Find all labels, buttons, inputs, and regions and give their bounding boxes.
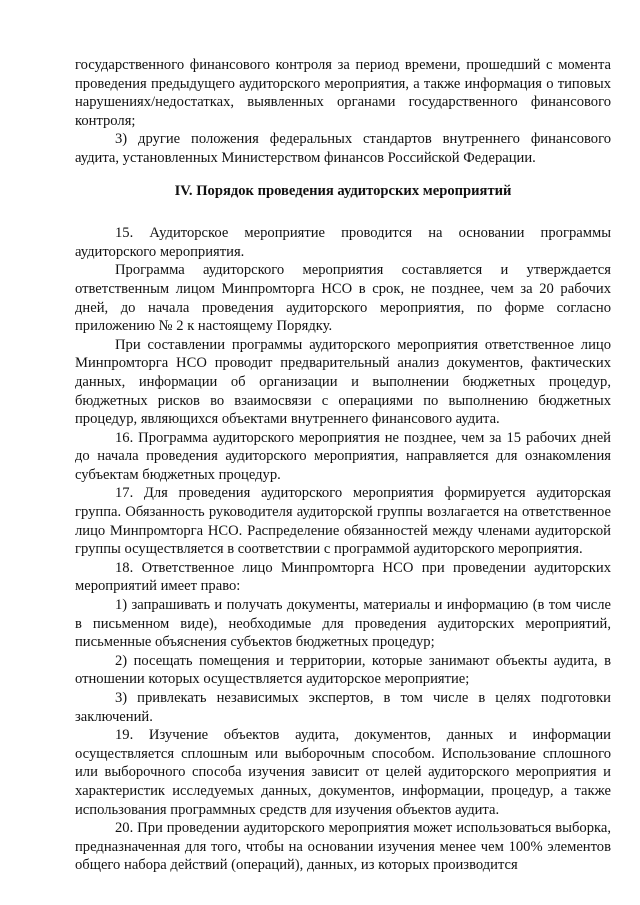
paragraph-17: 17. Для проведения аудиторского мероприятия формируется аудиторская группа. Обязанность руководителя аудиторской группы возлагается на ответственное лицо Минпромторга НСО. Распределение обязанностей между членами аудиторской группы осуществляется в соответствии с программой аудиторского мероприятия. xyxy=(75,485,611,558)
paragraph-program-preparation: При составлении программы аудиторского мероприятия ответственное лицо Минпромторга НСО проводит предварительный анализ документов, фактических данных, информации об организации и выполнении бюджетных процедур, бюджетных рисков во взаимосвязи с операциями по выполнению бюджетных процедур, являющихся объектами внутреннего финансового аудита. xyxy=(75,336,611,428)
document-page xyxy=(75,56,611,875)
paragraph-item-3: 3) другие положения федеральных стандартов внутреннего финансового аудита, установленных Министерством финансов Российской Федерации. xyxy=(75,131,611,166)
paragraph-20: 20. При проведении аудиторского мероприятия может использоваться выборка, предназначенная для того, чтобы на основании изучения менее чем 100% элементов общего набора действий (операций), данных, из которых производится xyxy=(75,820,611,874)
paragraph-15: 15. Аудиторское мероприятие проводится на основании программы аудиторского мероприятия. xyxy=(75,225,611,260)
paragraph-18: 18. Ответственное лицо Минпромторга НСО при проведении аудиторских мероприятий имеет право: xyxy=(75,559,611,595)
paragraph-18-item-3: 3) привлекать независимых экспертов, в том числе в целях подготовки заключений. xyxy=(75,690,611,725)
paragraph-19: 19. Изучение объектов аудита, документов, данных и информации осуществляется сплошным или выборочным способом. Использование сплошного или выборочного способа изучения зависит от целей аудиторского мероприятия и характеристик исследуемых данных, документов, информации, процедур, а также использования программных средств для изучения объектов аудита. xyxy=(75,727,611,818)
paragraph-18-item-1: 1) запрашивать и получать документы, материалы и информацию (в том числе в письменном виде), необходимые для проведения аудиторских мероприятий, письменные объяснения субъектов бюджетных процедур; xyxy=(75,597,611,651)
paragraph-18-item-2: 2) посещать помещения и территории, которые занимают объекты аудита, в отношении которых осуществляется аудиторское мероприятие; xyxy=(75,652,611,688)
paragraph-16: 16. Программа аудиторского мероприятия не позднее, чем за 15 рабочих дней до начала проведения аудиторского мероприятия, направляется для ознакомления субъектам бюджетных процедур. xyxy=(75,429,611,483)
section-heading: IV. Порядок проведения аудиторских мероприятий xyxy=(174,182,512,199)
paragraph-continued: государственного финансового контроля за период времени, прошедший с момента проведения предыдущего аудиторского мероприятия, а также информация о типовых нарушениях/недостатках, выявленных органами государственного финансового контроля; xyxy=(75,57,611,129)
paragraph-program: Программа аудиторского мероприятия составляется и утверждается ответственным лицом Минпромторга НСО в срок, не позднее, чем за 20 рабочих дней, до начала проведения аудиторского мероприятия, по форме согласно приложению № 2 к настоящему Порядку. xyxy=(75,262,611,335)
